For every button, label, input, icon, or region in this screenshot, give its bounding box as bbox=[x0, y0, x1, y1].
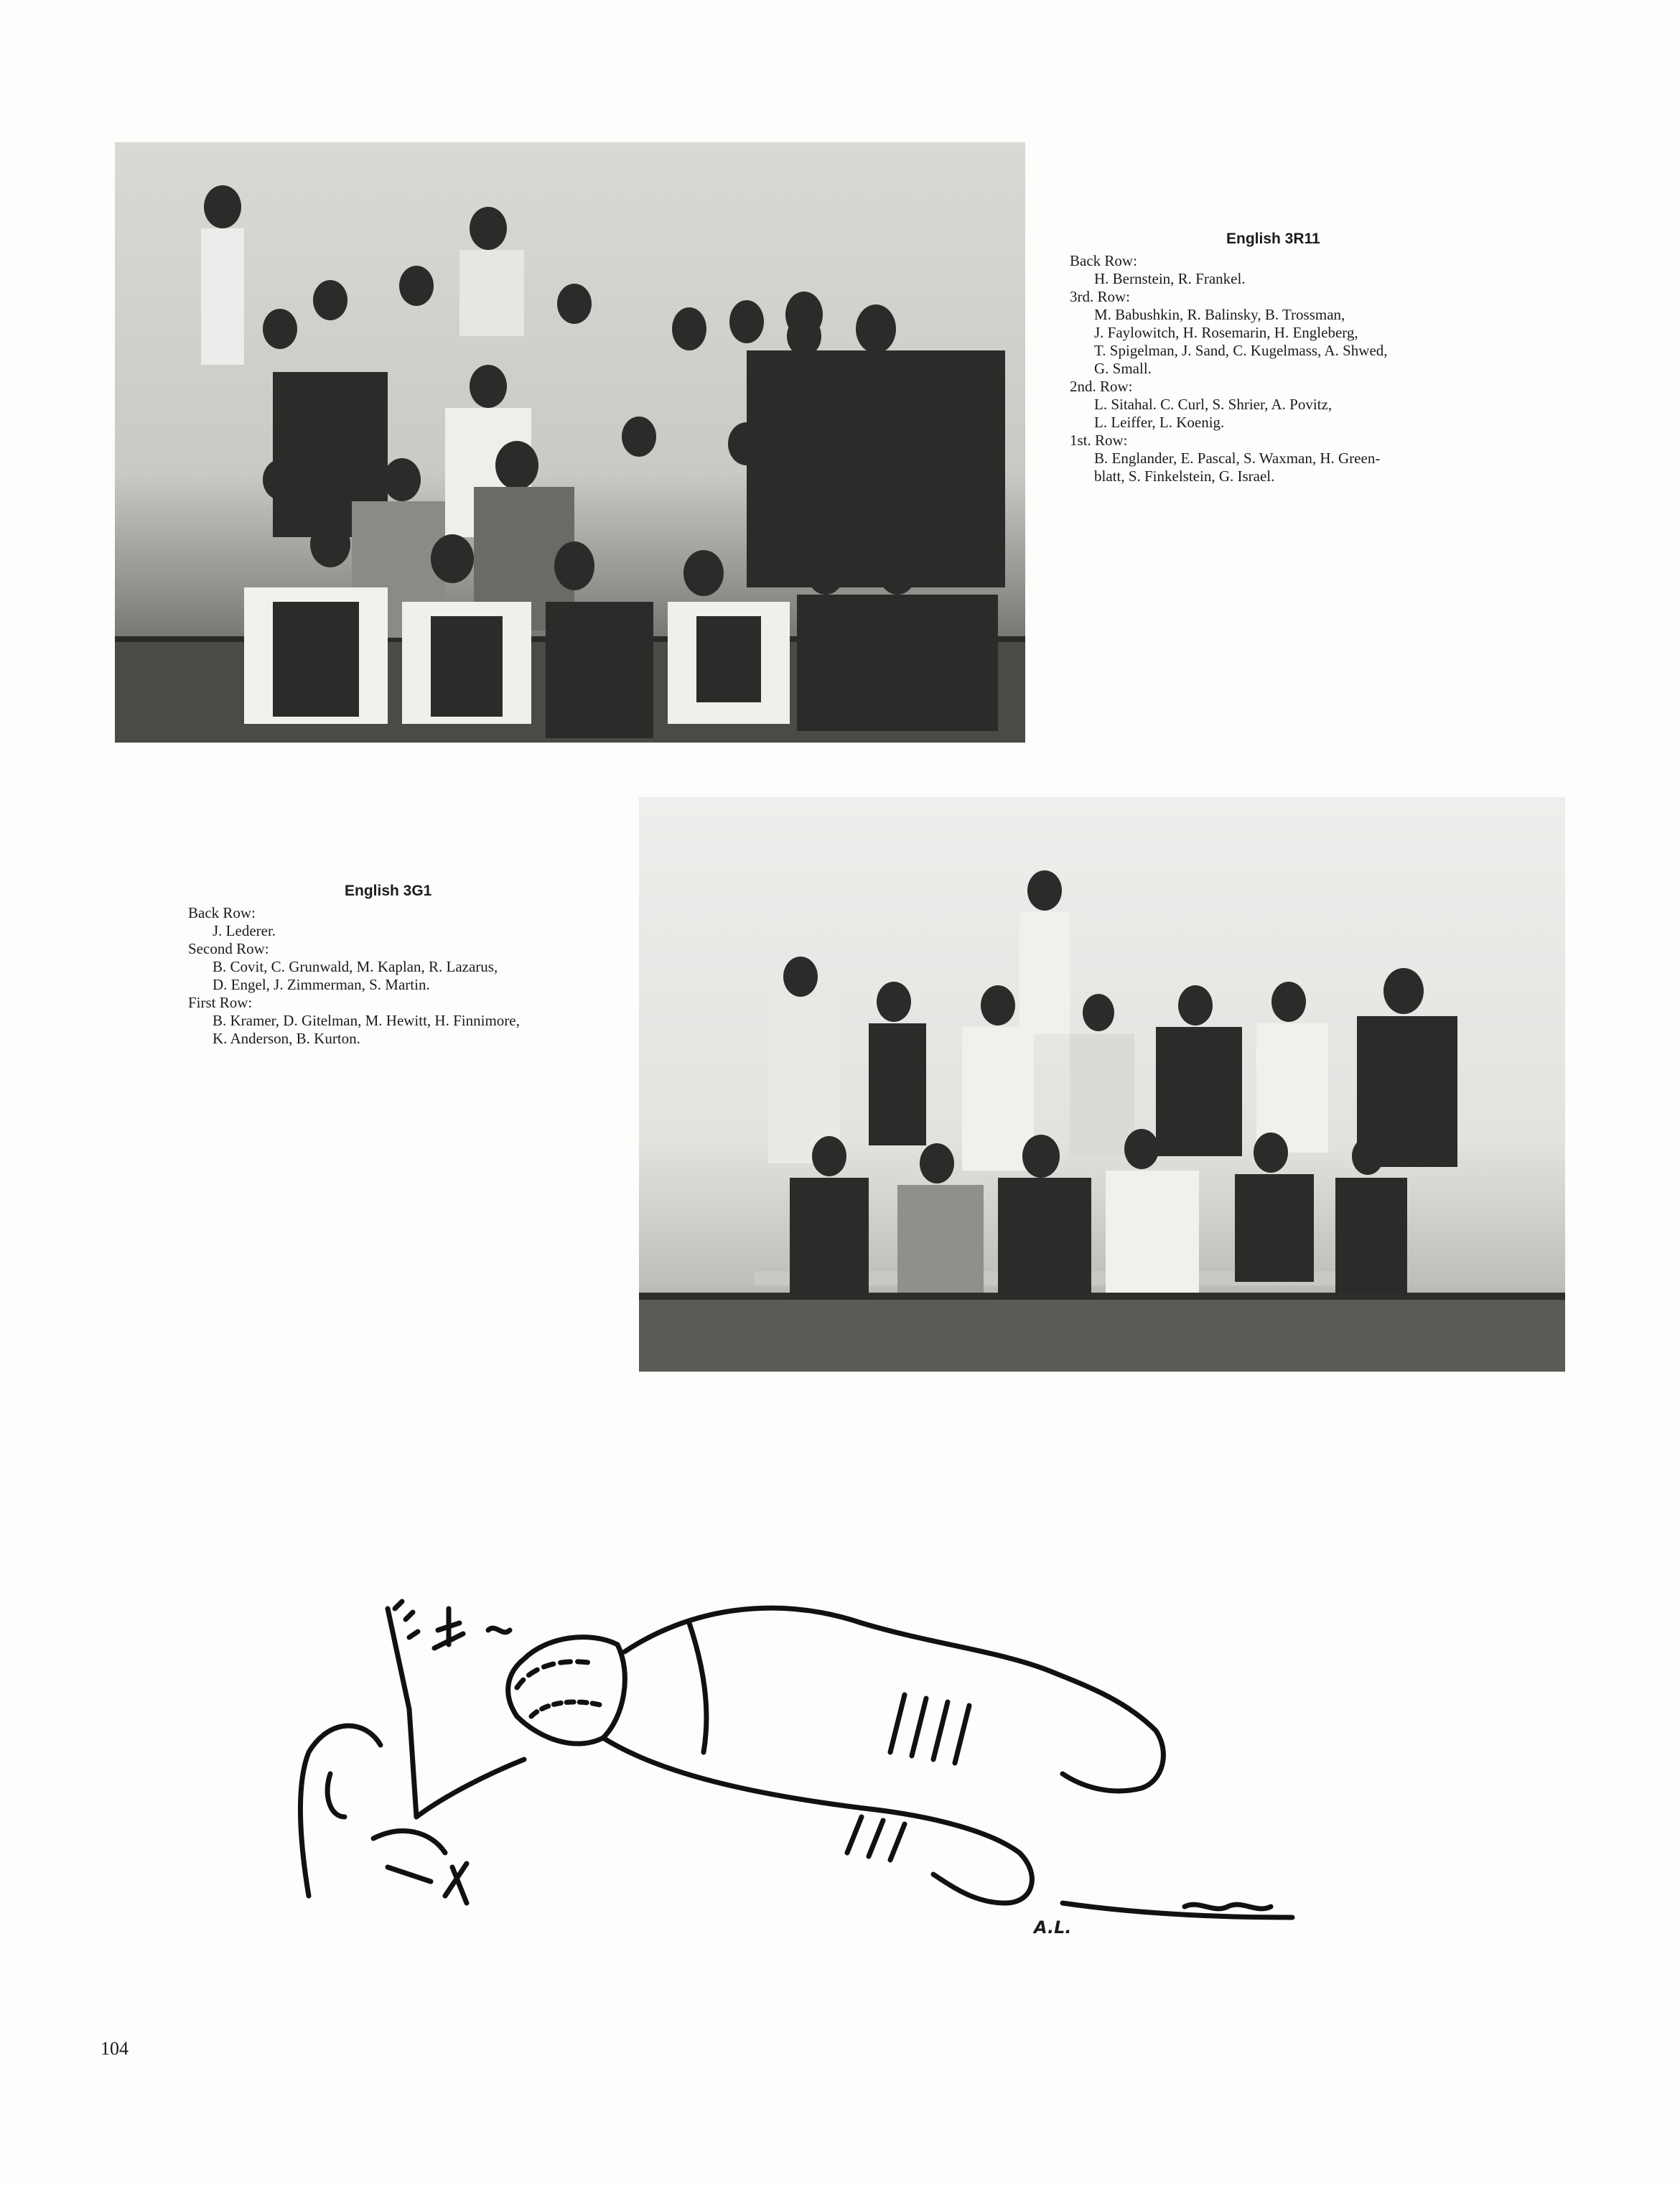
row-names: G. Small. bbox=[1094, 360, 1152, 377]
row-names: L. Sitahal. C. Curl, S. Shrier, A. Povitz, bbox=[1094, 396, 1333, 413]
class-photo-english-3g1 bbox=[639, 797, 1565, 1372]
row-names: B. Covit, C. Grunwald, M. Kaplan, R. Lazarus, bbox=[213, 958, 498, 975]
row-names: H. Bernstein, R. Frankel. bbox=[1094, 270, 1246, 287]
row-names: T. Spigelman, J. Sand, C. Kugelmass, A. Shwed, bbox=[1094, 342, 1388, 359]
row-names: B. Englander, E. Pascal, S. Waxman, H. Green- bbox=[1094, 450, 1381, 467]
row-names: M. Babushkin, R. Balinsky, B. Trossman, bbox=[1094, 306, 1345, 323]
caption-english-3r11 bbox=[1070, 230, 1472, 485]
row-heading: Back Row: bbox=[188, 904, 256, 921]
row-names: J. Lederer. bbox=[213, 922, 276, 939]
row-names: B. Kramer, D. Gitelman, M. Hewitt, H. Finnimore, bbox=[213, 1012, 520, 1029]
row-heading: Second Row: bbox=[188, 940, 269, 957]
page-number: 104 bbox=[101, 2038, 129, 2059]
row-heading: Back Row: bbox=[1070, 252, 1137, 269]
row-names: D. Engel, J. Zimmerman, S. Martin. bbox=[213, 976, 430, 993]
class-photo-english-3r11 bbox=[115, 142, 1025, 743]
caption-title: English 3G1 bbox=[345, 883, 432, 899]
row-heading: 2nd. Row: bbox=[1070, 378, 1133, 395]
row-names: L. Leiffer, L. Koenig. bbox=[1094, 414, 1225, 431]
sleeping-figure-drawing bbox=[287, 1580, 1364, 1968]
row-names: blatt, S. Finkelstein, G. Israel. bbox=[1094, 468, 1275, 485]
row-heading: 1st. Row: bbox=[1070, 432, 1128, 449]
caption-english-3g1 bbox=[188, 882, 619, 1048]
row-names: J. Faylowitch, H. Rosemarin, H. Engleberg, bbox=[1094, 324, 1358, 341]
row-heading: First Row: bbox=[188, 994, 253, 1011]
row-names: K. Anderson, B. Kurton. bbox=[213, 1030, 360, 1047]
artist-signature: A.L. bbox=[1034, 1917, 1072, 1938]
row-heading: 3rd. Row: bbox=[1070, 288, 1130, 305]
caption-title: English 3R11 bbox=[1226, 231, 1320, 247]
